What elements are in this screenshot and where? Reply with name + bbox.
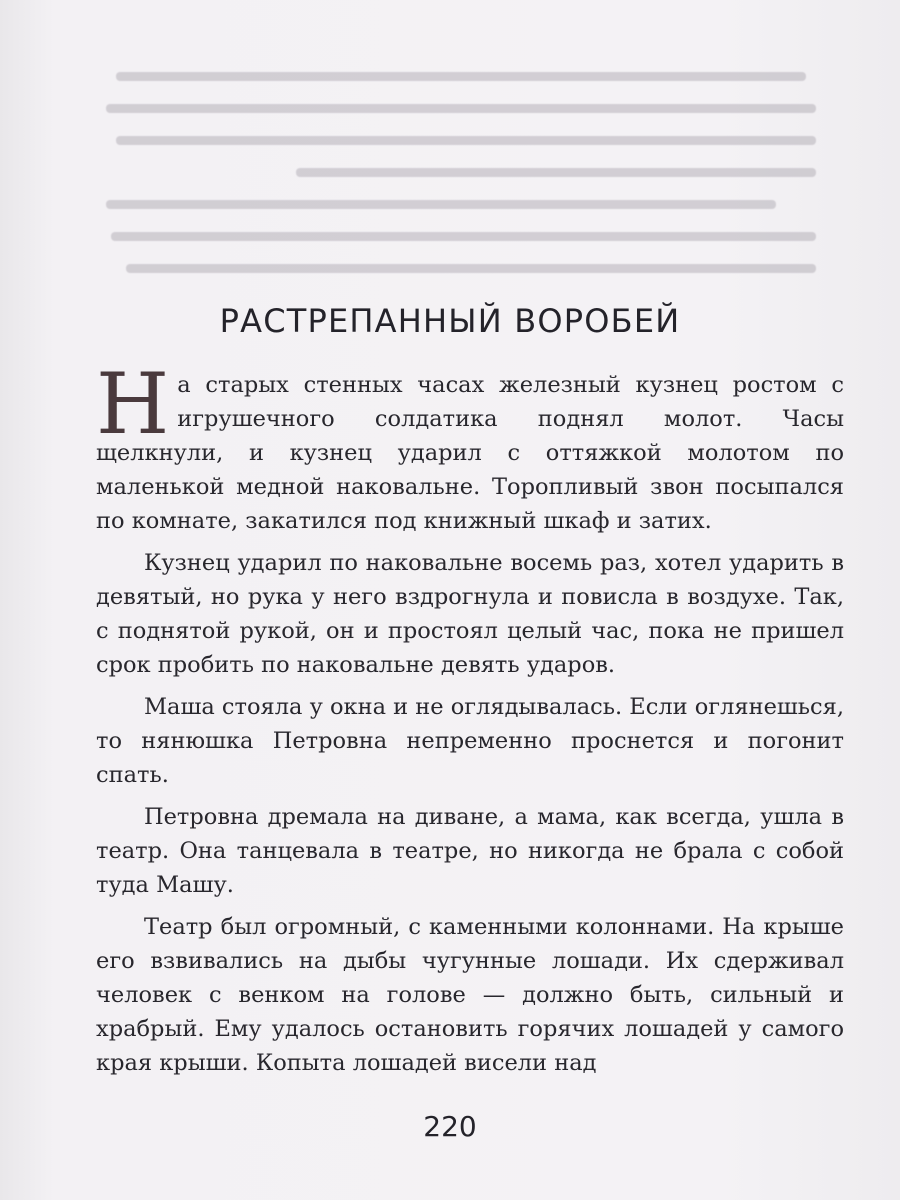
chapter-title: РАСТРЕПАННЫЙ ВОРОБЕЙ	[219, 302, 681, 340]
drop-cap: Н	[96, 355, 170, 453]
paragraph-1	[96, 355, 844, 538]
bleed-through-lines	[96, 58, 816, 278]
paragraph-1-text: а старых стенных часах железный кузнец ростом с игрушечного солдатика поднял молот. Часы щелкнули, и кузнец ударил с оттяжкой молотом по маленькой медной наковальне. Торопливый звон посыпался по комнате, закатился под книжный шкаф и затих.	[96, 372, 844, 534]
paragraph-3: Маша стояла у окна и не оглядывалась. Если оглянешься, то нянюшка Петровна непременно проснется и погонит спать.	[96, 694, 845, 788]
paragraph-5: Театр был огромный, с каменными колоннами. На крыше его взвивались на дыбы чугунные лошади. Их сдерживал человек с венком на голове — должно быть, сильный и храбрый. Ему удалось остановить горячих лошадей у самого края крыши. Копыта лошадей висели над	[96, 914, 844, 1076]
paragraph-2: Кузнец ударил по наковальне восемь раз, хотел ударить в девятый, но рука у него вздрогнула и повисла в воздухе. Так, с поднятой рукой, он и простоял целый час, пока не пришел срок пробить по наковальне девять ударов.	[96, 550, 844, 678]
story-text	[96, 355, 845, 1088]
page-number: 220	[423, 1110, 477, 1143]
paragraph-4: Петровна дремала на диване, а мама, как всегда, ушла в театр. Она танцевала в театре, но никогда не брала с собой туда Машу.	[96, 804, 844, 898]
bleed-through-texture	[96, 58, 816, 278]
